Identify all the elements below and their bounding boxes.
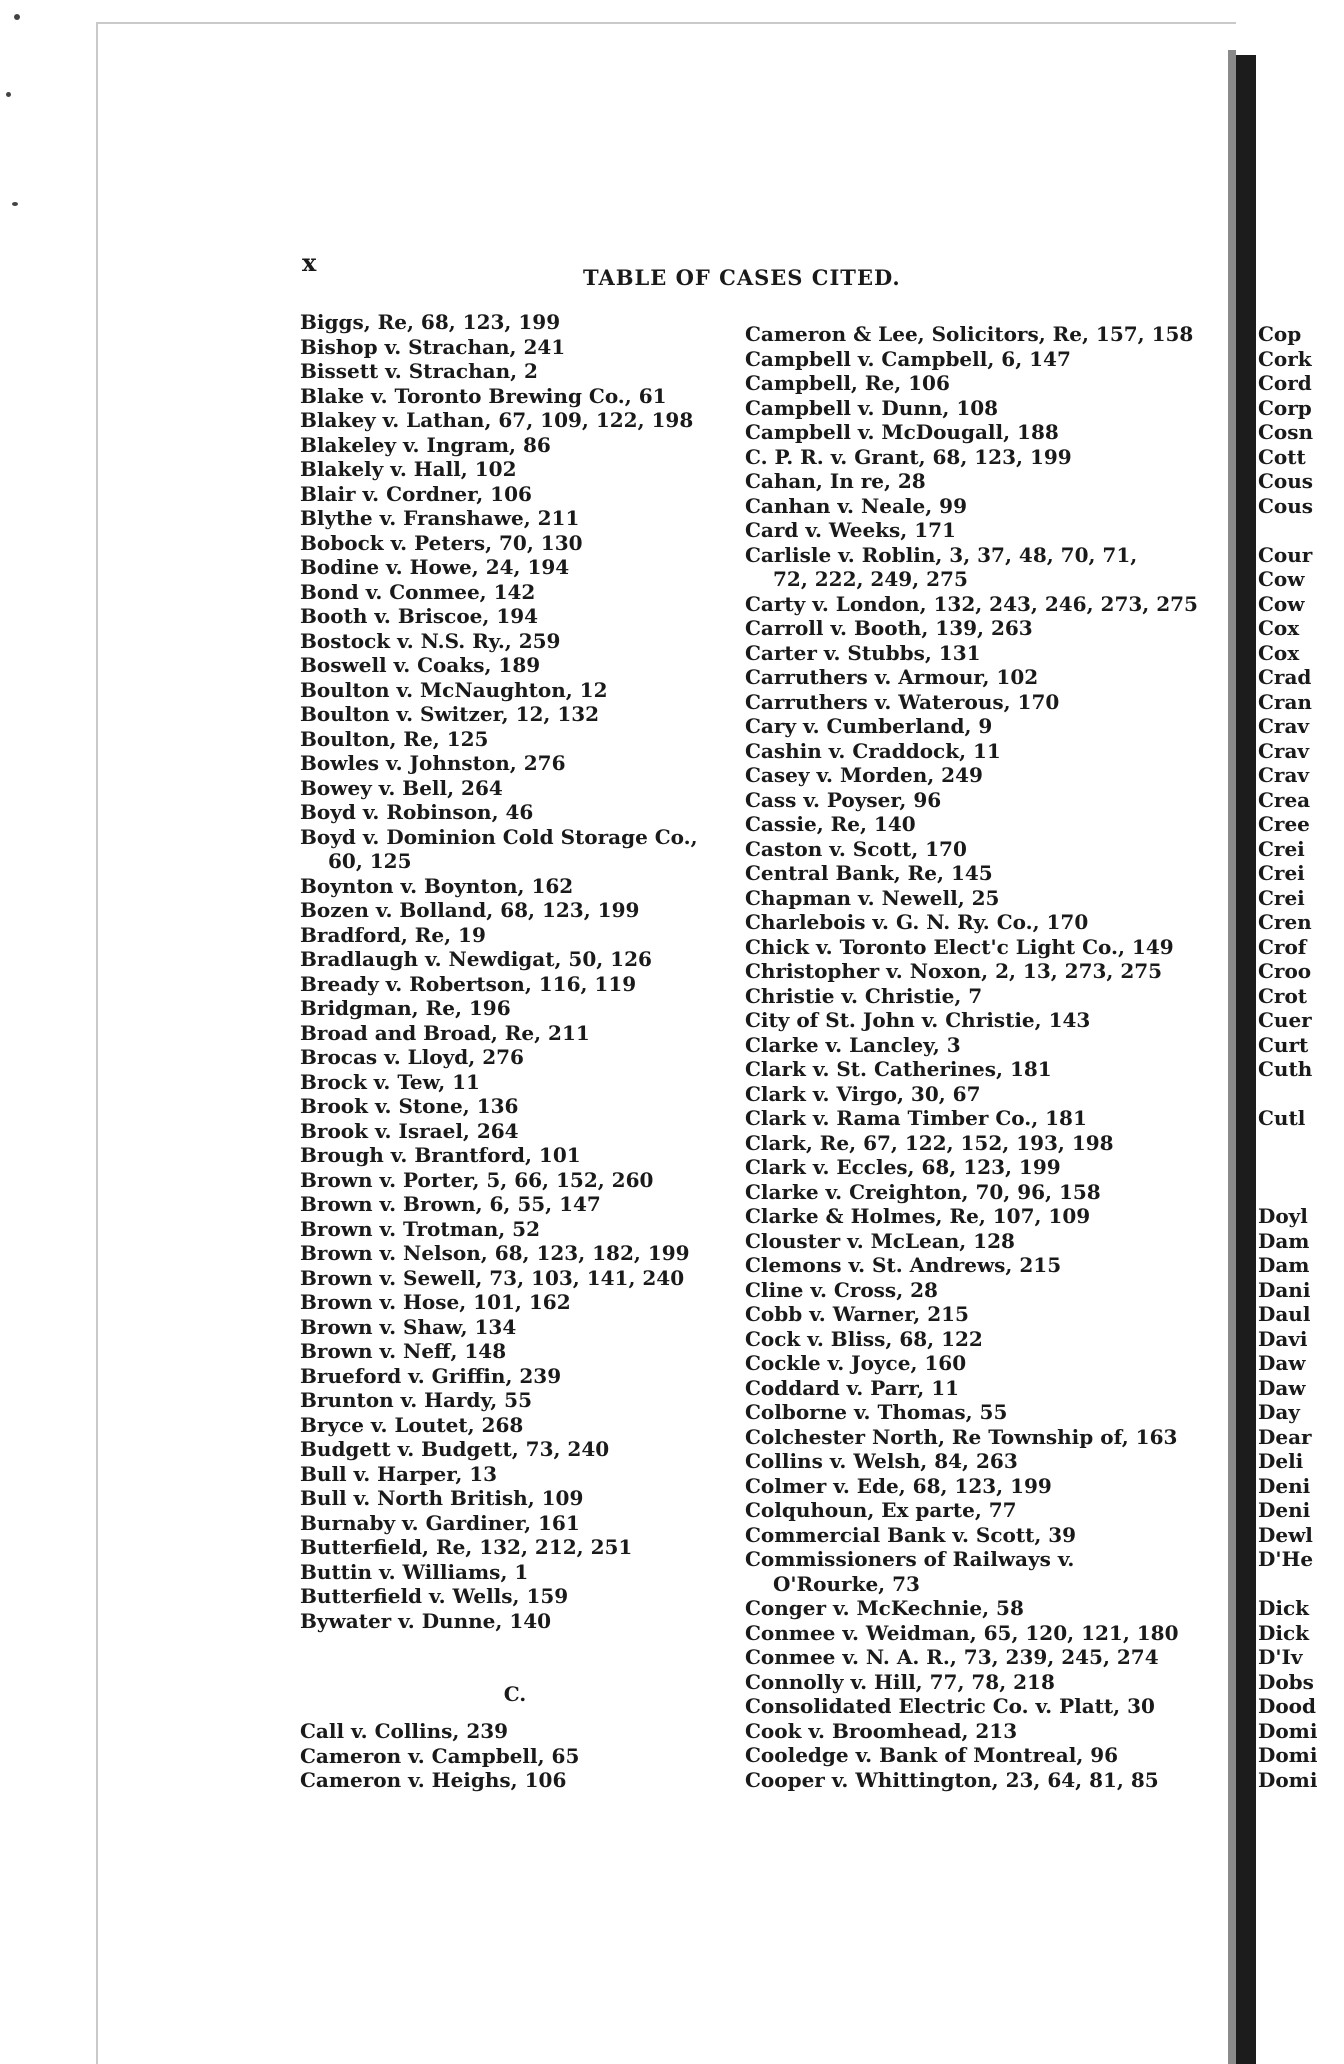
- case-entry: Cooledge v. Bank of Montreal, 96: [745, 1743, 1119, 1767]
- case-entry: Call v. Collins, 239: [300, 1719, 509, 1743]
- case-entry: Broad and Broad, Re, 211: [300, 1020, 590, 1045]
- case-entry: Brock v. Tew, 11: [300, 1069, 480, 1094]
- edge-entry-fragment: Cott: [1258, 444, 1306, 469]
- case-entry: Connolly v. Hill, 77, 78, 218: [745, 1669, 1055, 1694]
- case-entry: Cary v. Cumberland, 9: [745, 714, 993, 738]
- case-entry: Brough v. Brantford, 101: [300, 1143, 581, 1167]
- case-entry: Carter v. Stubbs, 131: [745, 640, 981, 665]
- margin-speck: [14, 14, 20, 20]
- case-entry: Burnaby v. Gardiner, 161: [300, 1510, 580, 1535]
- case-entry: Clark v. Rama Timber Co., 181: [745, 1106, 1087, 1130]
- edge-entry-fragment: Cop: [1258, 322, 1302, 346]
- edge-entry-fragment: D'Iv: [1258, 1645, 1303, 1669]
- case-entry: Butterfield, Re, 132, 212, 251: [300, 1535, 633, 1559]
- case-entry: Clarke & Holmes, Re, 107, 109: [745, 1204, 1091, 1228]
- edge-entry-fragment: Daul: [1258, 1302, 1311, 1326]
- running-header: TABLE OF CASES CITED.: [583, 265, 901, 290]
- case-entry: Carruthers v. Armour, 102: [745, 665, 1039, 689]
- case-entry: Canhan v. Neale, 99: [745, 493, 968, 518]
- edge-entry-fragment: Domi: [1258, 1718, 1318, 1743]
- case-entry: Blakey v. Lathan, 67, 109, 122, 198: [300, 408, 694, 432]
- case-entry: Clarke v. Creighton, 70, 96, 158: [745, 1179, 1101, 1204]
- case-entry: Commissioners of Railways v.: [745, 1547, 1075, 1571]
- section-letter-heading: C.: [503, 1682, 527, 1706]
- case-entry: Cock v. Bliss, 68, 122: [745, 1326, 983, 1351]
- edge-entry-fragment: Dam: [1258, 1253, 1310, 1277]
- edge-entry-fragment: Davi: [1258, 1326, 1308, 1351]
- case-entry: Boyd v. Robinson, 46: [300, 800, 534, 824]
- case-entry: Brown v. Nelson, 68, 123, 182, 199: [300, 1241, 690, 1265]
- case-entry: Boulton v. McNaughton, 12: [300, 677, 608, 702]
- case-entry: Clark v. St. Catherines, 181: [745, 1057, 1052, 1081]
- edge-entry-fragment: Cow: [1258, 567, 1305, 591]
- case-entry: Bissett v. Strachan, 2: [300, 359, 538, 383]
- case-entry: Brown v. Brown, 6, 55, 147: [300, 1192, 601, 1216]
- edge-entry-fragment: Cow: [1258, 591, 1305, 616]
- case-entry: Central Bank, Re, 145: [745, 861, 993, 885]
- edge-entry-fragment: [1258, 518, 1344, 543]
- edge-entry-fragment: Dam: [1258, 1228, 1310, 1253]
- edge-entry-fragment: Croo: [1258, 959, 1312, 983]
- case-entry: Carroll v. Booth, 139, 263: [745, 616, 1033, 640]
- case-entry: Conger v. McKechnie, 58: [745, 1596, 1024, 1620]
- case-entry: Campbell v. McDougall, 188: [745, 420, 1059, 444]
- edge-entry-fragment: Daw: [1258, 1351, 1306, 1375]
- case-entry: Cashin v. Craddock, 11: [745, 738, 1001, 763]
- edge-entry-fragment: Cren: [1258, 910, 1312, 934]
- edge-entry-fragment: Crad: [1258, 665, 1312, 689]
- edge-entry-fragment: D'He: [1258, 1547, 1314, 1571]
- page-number: x: [302, 248, 317, 277]
- edge-entry-fragment: Daw: [1258, 1375, 1306, 1400]
- edge-entry-fragment: Crot: [1258, 983, 1308, 1008]
- case-entry: Bryce v. Loutet, 268: [300, 1412, 524, 1437]
- edge-entry-fragment: Crof: [1258, 934, 1307, 959]
- edge-entry-fragment: Deni: [1258, 1473, 1311, 1498]
- case-entry: Bridgman, Re, 196: [300, 996, 511, 1020]
- case-entry: Bobock v. Peters, 70, 130: [300, 530, 583, 555]
- case-entry: Boulton v. Switzer, 12, 132: [300, 702, 600, 726]
- case-entry: Bozen v. Bolland, 68, 123, 199: [300, 898, 640, 922]
- edge-entry-fragment: Cox: [1258, 616, 1300, 640]
- case-entry: Cameron v. Campbell, 65: [300, 1743, 580, 1768]
- edge-entry-fragment: [1258, 1572, 1344, 1597]
- case-entry: Carty v. London, 132, 243, 246, 273, 275: [745, 591, 1198, 616]
- case-entry: Conmee v. N. A. R., 73, 239, 245, 274: [745, 1645, 1159, 1669]
- edge-entry-fragment: Dick: [1258, 1596, 1309, 1620]
- edge-entry-fragment: Crav: [1258, 763, 1310, 787]
- case-entry: Conmee v. Weidman, 65, 120, 121, 180: [745, 1620, 1179, 1645]
- edge-entry-fragment: Cox: [1258, 640, 1300, 665]
- edge-entry-fragment: Deni: [1258, 1498, 1311, 1522]
- case-entry: Campbell, Re, 106: [745, 371, 950, 395]
- case-entry: Blythe v. Franshawe, 211: [300, 506, 580, 530]
- case-entry: Campbell v. Dunn, 108: [745, 395, 999, 420]
- edge-entry-fragment: Domi: [1258, 1767, 1318, 1792]
- edge-entry-fragment: Dewl: [1258, 1522, 1313, 1547]
- edge-entry-fragment: Cous: [1258, 469, 1314, 493]
- next-page-edge-column: [1258, 322, 1344, 1792]
- edge-entry-fragment: Cran: [1258, 689, 1312, 714]
- case-entry: Brueford v. Griffin, 239: [300, 1363, 562, 1388]
- edge-entry-fragment: Crav: [1258, 714, 1310, 738]
- case-entry: Brown v. Trotman, 52: [300, 1216, 540, 1241]
- case-entry: Coddard v. Parr, 11: [745, 1375, 960, 1400]
- case-entry: Budgett v. Budgett, 73, 240: [300, 1437, 610, 1461]
- left-column: [300, 310, 730, 1793]
- case-entry: Blair v. Cordner, 106: [300, 481, 532, 506]
- case-entry: Buttin v. Williams, 1: [300, 1559, 529, 1584]
- section-spacer: [300, 1633, 730, 1669]
- case-entry: Colmer v. Ede, 68, 123, 199: [745, 1473, 1052, 1498]
- case-entry: Clouster v. McLean, 128: [745, 1228, 1015, 1253]
- edge-entry-fragment: Dear: [1258, 1424, 1312, 1449]
- edge-entry-fragment: Crei: [1258, 885, 1305, 910]
- case-entry: C. P. R. v. Grant, 68, 123, 199: [745, 444, 1072, 469]
- case-entry: Brocas v. Lloyd, 276: [300, 1045, 524, 1069]
- case-entry: Biggs, Re, 68, 123, 199: [300, 310, 561, 334]
- page-border-left: [96, 22, 98, 2064]
- case-entry: Brook v. Israel, 264: [300, 1118, 519, 1143]
- case-entry: Cook v. Broomhead, 213: [745, 1718, 1018, 1743]
- case-entry: Carruthers v. Waterous, 170: [745, 689, 1060, 714]
- edge-entry-fragment: Dick: [1258, 1620, 1309, 1645]
- edge-entry-fragment: Cree: [1258, 812, 1310, 836]
- edge-entry-fragment: Doyl: [1258, 1204, 1308, 1228]
- case-entry: Clarke v. Lancley, 3: [745, 1032, 961, 1057]
- page-fold-edge: [1228, 50, 1236, 2064]
- case-entry: Bywater v. Dunne, 140: [300, 1608, 552, 1633]
- margin-speck: [6, 92, 11, 97]
- case-entry: Blakely v. Hall, 102: [300, 457, 517, 481]
- case-entry: Carlisle v. Roblin, 3, 37, 48, 70, 71,: [745, 542, 1138, 567]
- case-entry: Clark v. Eccles, 68, 123, 199: [745, 1155, 1061, 1179]
- case-entry: Chick v. Toronto Elect'c Light Co., 149: [745, 934, 1174, 959]
- case-entry: Boynton v. Boynton, 162: [300, 873, 574, 898]
- case-entry: Cline v. Cross, 28: [745, 1277, 938, 1302]
- page-border-top: [96, 22, 1236, 24]
- book-spine-shadow: [1236, 55, 1256, 2064]
- edge-entry-fragment: Cous: [1258, 493, 1314, 518]
- edge-entry-fragment: Cosn: [1258, 420, 1314, 444]
- case-entry: Brown v. Hose, 101, 162: [300, 1290, 571, 1314]
- case-entry: Colchester North, Re Township of, 163: [745, 1424, 1178, 1449]
- case-entry: Bishop v. Strachan, 241: [300, 334, 566, 359]
- case-entry: Cameron v. Heighs, 106: [300, 1768, 567, 1792]
- case-entry: Caston v. Scott, 170: [745, 836, 967, 861]
- case-entry: Blakeley v. Ingram, 86: [300, 432, 551, 457]
- case-entry: Bostock v. N.S. Ry., 259: [300, 628, 561, 653]
- case-entry: 60, 125: [328, 849, 412, 873]
- edge-entry-fragment: Cord: [1258, 371, 1312, 395]
- edge-entry-fragment: Deli: [1258, 1449, 1304, 1473]
- case-entry: Brown v. Sewell, 73, 103, 141, 240: [300, 1265, 685, 1290]
- case-entry: Bradlaugh v. Newdigat, 50, 126: [300, 947, 652, 971]
- case-entry: Butterfield v. Wells, 159: [300, 1584, 569, 1608]
- case-entry: Bready v. Robertson, 116, 119: [300, 971, 637, 996]
- edge-entry-fragment: [1258, 1131, 1344, 1156]
- case-entry: Campbell v. Campbell, 6, 147: [745, 346, 1071, 371]
- case-entry: Card v. Weeks, 171: [745, 518, 956, 542]
- case-entry: Bowles v. Johnston, 276: [300, 751, 566, 775]
- case-entry: Colquhoun, Ex parte, 77: [745, 1498, 1017, 1522]
- edge-entry-fragment: Dobs: [1258, 1669, 1314, 1694]
- case-entry: Consolidated Electric Co. v. Platt, 30: [745, 1694, 1155, 1718]
- case-entry: Cockle v. Joyce, 160: [745, 1351, 967, 1375]
- edge-entry-fragment: Cour: [1258, 542, 1313, 567]
- edge-entry-fragment: Dani: [1258, 1277, 1311, 1302]
- case-entry: O'Rourke, 73: [773, 1571, 920, 1596]
- case-entry: Colborne v. Thomas, 55: [745, 1400, 1008, 1424]
- edge-entry-fragment: Crei: [1258, 861, 1305, 885]
- case-entry: Cobb v. Warner, 215: [745, 1302, 969, 1326]
- edge-entry-fragment: Crea: [1258, 787, 1311, 812]
- case-entry: Bodine v. Howe, 24, 194: [300, 555, 570, 579]
- case-entry: 72, 222, 249, 275: [773, 567, 968, 591]
- right-column: [745, 322, 1225, 1792]
- case-entry: Bond v. Conmee, 142: [300, 579, 536, 604]
- edge-entry-fragment: [1258, 1180, 1344, 1205]
- case-entry: Boulton, Re, 125: [300, 726, 489, 751]
- case-entry: Bradford, Re, 19: [300, 922, 486, 947]
- case-entry: Brown v. Neff, 148: [300, 1339, 507, 1363]
- edge-entry-fragment: Cork: [1258, 346, 1312, 371]
- edge-entry-fragment: Domi: [1258, 1743, 1318, 1767]
- edge-entry-fragment: Crav: [1258, 738, 1310, 763]
- case-entry: Bowey v. Bell, 264: [300, 775, 503, 800]
- case-entry: Collins v. Welsh, 84, 263: [745, 1449, 1018, 1473]
- edge-entry-fragment: Day: [1258, 1400, 1300, 1424]
- case-entry: Cooper v. Whittington, 23, 64, 81, 85: [745, 1767, 1159, 1792]
- edge-entry-fragment: Corp: [1258, 395, 1312, 420]
- edge-entry-fragment: Cuer: [1258, 1008, 1312, 1032]
- case-entry: Brunton v. Hardy, 55: [300, 1388, 532, 1412]
- case-entry: Charlebois v. G. N. Ry. Co., 170: [745, 910, 1089, 934]
- edge-entry-fragment: Cuth: [1258, 1057, 1313, 1081]
- case-entry: Bull v. Harper, 13: [300, 1461, 498, 1486]
- edge-entry-fragment: Cutl: [1258, 1106, 1306, 1130]
- case-entry: Clark v. Virgo, 30, 67: [745, 1081, 981, 1106]
- case-entry: Cass v. Poyser, 96: [745, 787, 942, 812]
- case-entry: City of St. John v. Christie, 143: [745, 1008, 1091, 1032]
- case-entry: Brook v. Stone, 136: [300, 1094, 519, 1118]
- case-entry: Boyd v. Dominion Cold Storage Co.,: [300, 824, 698, 849]
- case-entry: Christie v. Christie, 7: [745, 983, 983, 1008]
- margin-speck: [12, 202, 18, 206]
- edge-entry-fragment: [1258, 1155, 1344, 1180]
- case-entry: Commercial Bank v. Scott, 39: [745, 1522, 1077, 1547]
- case-entry: Cameron & Lee, Solicitors, Re, 157, 158: [745, 322, 1194, 346]
- case-entry: Casey v. Morden, 249: [745, 763, 983, 787]
- case-entry: Boswell v. Coaks, 189: [300, 653, 541, 677]
- case-entry: Brown v. Porter, 5, 66, 152, 260: [300, 1167, 654, 1192]
- case-entry: Cassie, Re, 140: [745, 812, 916, 836]
- case-entry: Chapman v. Newell, 25: [745, 885, 1000, 910]
- case-entry: Clemons v. St. Andrews, 215: [745, 1253, 1062, 1277]
- edge-entry-fragment: [1258, 1082, 1344, 1107]
- case-entry: Clark, Re, 67, 122, 152, 193, 198: [745, 1130, 1114, 1155]
- edge-entry-fragment: Dood: [1258, 1694, 1317, 1718]
- edge-entry-fragment: Curt: [1258, 1032, 1309, 1057]
- edge-entry-fragment: Crei: [1258, 836, 1305, 861]
- case-entry: Cahan, In re, 28: [745, 469, 926, 493]
- case-entry: Bull v. North British, 109: [300, 1486, 584, 1510]
- case-entry: Brown v. Shaw, 134: [300, 1314, 517, 1339]
- case-entry: Booth v. Briscoe, 194: [300, 604, 539, 628]
- case-entry: Blake v. Toronto Brewing Co., 61: [300, 383, 667, 408]
- case-entry: Christopher v. Noxon, 2, 13, 273, 275: [745, 959, 1163, 983]
